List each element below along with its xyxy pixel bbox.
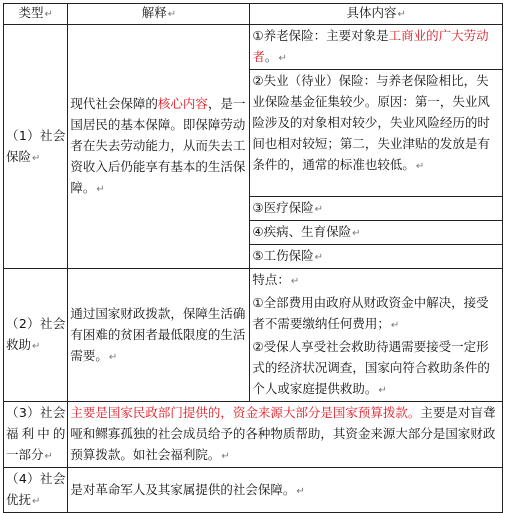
social-security-table <box>3 3 503 513</box>
content-medical-insurance: ③医疗保险↵ <box>250 197 503 221</box>
table-row <box>4 269 503 402</box>
type-cell-special-care: （4）社会优抚↵ <box>4 468 68 513</box>
explanation-cell-social-insurance: 现代社会保障的核心内容，是一国居民的基本保障。即保障劳动者在失去劳动能力，从而失去工资收入后仍能享有基本的生活保障。↵ <box>68 25 250 269</box>
content-pension-insurance: ①养老保险：主要对象是工商业的广大劳动者。↵ <box>250 25 503 70</box>
table-row <box>4 402 503 468</box>
content-social-welfare: 主要是国家民政部门提供的，资金来源大部分是国家预算拨款。主要是对盲聋哑和鳏寡孤独的社会成员给予的各种物质帮助，其资金来源大部分是国家财政预算拨款。如社会福利院。↵ <box>68 402 503 468</box>
type-cell-social-welfare: （3）社会福利中的一部分↵ <box>4 402 68 468</box>
content-social-assistance <box>250 269 503 402</box>
header-row <box>4 4 503 25</box>
explanation-cell-social-assistance: 通过国家财政拨款，保障生活确有困难的贫困者最低限度的生活需要。↵ <box>68 269 250 402</box>
table-row <box>4 25 503 70</box>
table-row <box>4 468 503 513</box>
header-type: 类型↵ <box>4 4 68 25</box>
header-content: 具体内容↵ <box>250 4 503 25</box>
content-special-care: 是对革命军人及其家属提供的社会保障。↵ <box>68 468 503 513</box>
content-unemployment-insurance: ②失业（待业）保险：与养老保险相比，失业保险基金征集较少。原因：第一，失业风险涉及的对象相对较少，失业风险经历的时间也相对较短；第二，失业津贴的发放是有条件的，通常的标准也较低。↵ <box>250 70 503 197</box>
feature-item: ①全部费用由政府从财政资金中解决，接受者不需要缴纳任何费用；↵ <box>252 295 489 331</box>
feature-item: ②受保人享受社会救助待遇需要接受一定形式的经济状况调查，国家向符合救助条件的个人或家庭提供救助。↵ <box>252 339 490 396</box>
header-explanation: 解释↵ <box>68 4 250 25</box>
content-work-injury-insurance: ⑤工伤保险↵ <box>250 245 503 269</box>
features-label: 特点：↵ <box>252 272 300 287</box>
type-cell-social-assistance: （2）社会救助↵ <box>4 269 68 402</box>
type-cell-social-insurance: （1）社会保险↵ <box>4 25 68 269</box>
content-maternity-insurance: ④疾病、生育保险↵ <box>250 221 503 245</box>
